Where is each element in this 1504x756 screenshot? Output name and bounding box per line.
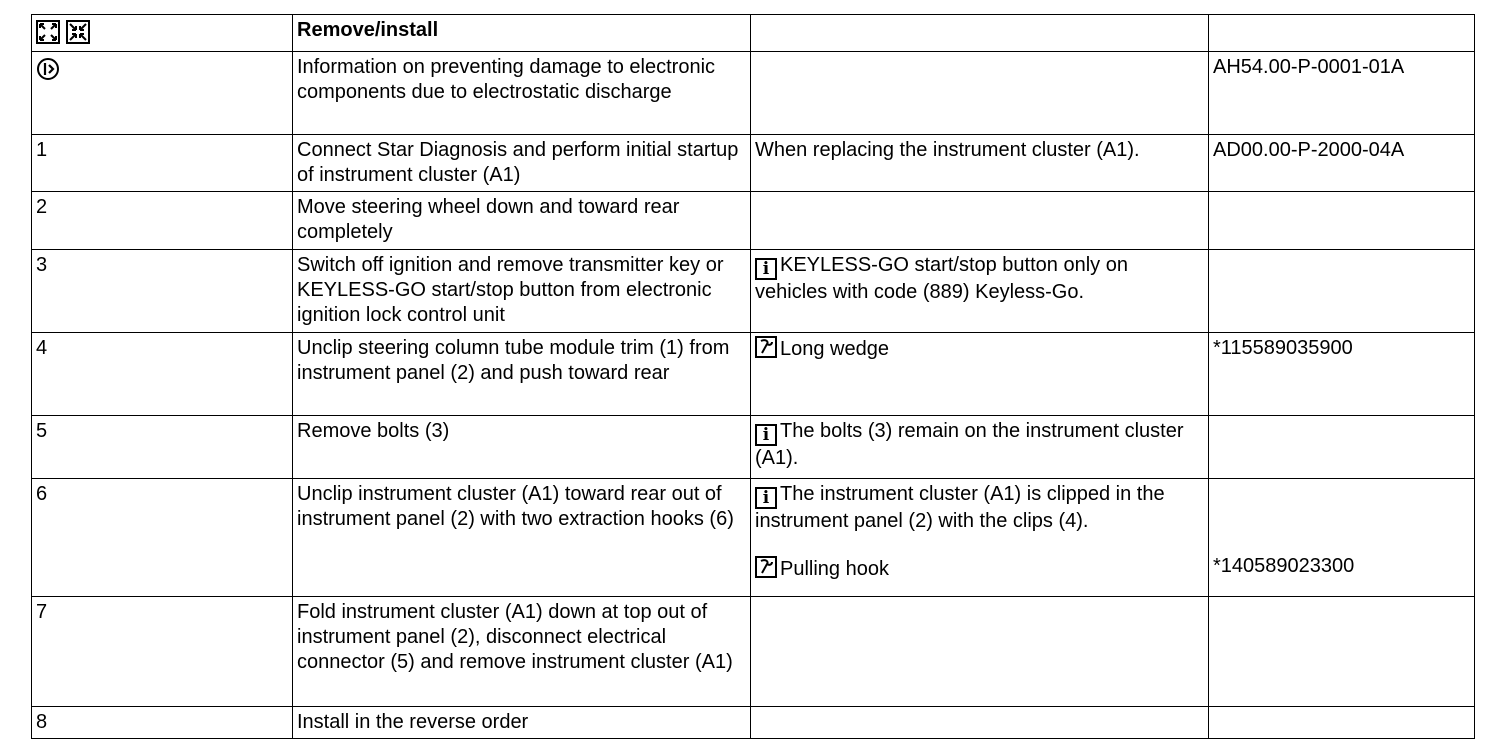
step-cell: 5 [32, 416, 293, 479]
reference-cell [1209, 192, 1475, 250]
note-text: The bolts (3) remain on the instrument cluster (A1). [755, 420, 1184, 469]
table-header-row [32, 15, 1475, 52]
header-empty-cell [1209, 15, 1475, 52]
note-text: The instrument cluster (A1) is clipped in the instrument panel (2) with the clips (4). [755, 483, 1165, 532]
action-cell: Fold instrument cluster (A1) down at top out of instrument panel (2), disconnect electrical connector (5) and remove instrument cluster (A1) [293, 597, 751, 707]
remove-icon [36, 20, 60, 44]
table-row [32, 52, 1475, 135]
reference-text: *140589023300 [1213, 555, 1355, 577]
step-cell [32, 52, 293, 135]
note-cell: When replacing the instrument cluster (A1). [751, 135, 1209, 192]
info-icon: i [755, 258, 777, 280]
table-row [32, 333, 1475, 416]
step-cell: 4 [32, 333, 293, 416]
header-empty-cell [751, 15, 1209, 52]
table-row [32, 192, 1475, 250]
step-cell: 6 [32, 479, 293, 597]
table-row [32, 707, 1475, 739]
action-cell: Connect Star Diagnosis and perform initial startup of instrument cluster (A1) [293, 135, 751, 192]
reference-cell [1209, 707, 1475, 739]
install-icon [66, 20, 90, 44]
action-cell: Unclip steering column tube module trim (1) from instrument panel (2) and push toward rear [293, 333, 751, 416]
note-cell [751, 333, 1209, 416]
note-cell [751, 597, 1209, 707]
action-cell: Install in the reverse order [293, 707, 751, 739]
tool-icon [755, 336, 777, 358]
table-row [32, 479, 1475, 597]
reference-cell: AH54.00-P-0001-01A [1209, 52, 1475, 135]
tool-name: Long wedge [780, 338, 889, 360]
esd-warning-icon [36, 57, 60, 81]
note-cell [751, 479, 1209, 597]
note-text: KEYLESS-GO start/stop button only on vehicles with code (889) Keyless-Go. [755, 254, 1128, 303]
note-cell [751, 52, 1209, 135]
note-cell [751, 250, 1209, 333]
step-cell: 3 [32, 250, 293, 333]
step-cell: 8 [32, 707, 293, 739]
action-cell: Remove bolts (3) [293, 416, 751, 479]
step-cell: 1 [32, 135, 293, 192]
header-icons-cell [32, 15, 293, 52]
table-row [32, 597, 1475, 707]
action-cell: Information on preventing damage to electronic components due to electrostatic discharge [293, 52, 751, 135]
action-cell: Unclip instrument cluster (A1) toward rear out of instrument panel (2) with two extraction hooks (6) [293, 479, 751, 597]
table-row [32, 416, 1475, 479]
reference-cell [1209, 416, 1475, 479]
note-cell [751, 416, 1209, 479]
info-icon: i [755, 487, 777, 509]
action-cell: Switch off ignition and remove transmitter key or KEYLESS-GO start/stop button from electronic ignition lock control unit [293, 250, 751, 333]
note-cell [751, 192, 1209, 250]
action-cell: Move steering wheel down and toward rear completely [293, 192, 751, 250]
info-icon: i [755, 424, 777, 446]
step-cell: 7 [32, 597, 293, 707]
tool-name: Pulling hook [780, 558, 889, 580]
reference-cell [1209, 479, 1475, 597]
tool-icon [755, 556, 777, 578]
header-title: Remove/install [293, 15, 751, 52]
procedure-table [31, 14, 1475, 739]
note-cell [751, 707, 1209, 739]
table-row [32, 250, 1475, 333]
reference-cell [1209, 597, 1475, 707]
table-row [32, 135, 1475, 192]
reference-cell: AD00.00-P-2000-04A [1209, 135, 1475, 192]
step-cell: 2 [32, 192, 293, 250]
reference-cell [1209, 250, 1475, 333]
reference-cell: *115589035900 [1209, 333, 1475, 416]
